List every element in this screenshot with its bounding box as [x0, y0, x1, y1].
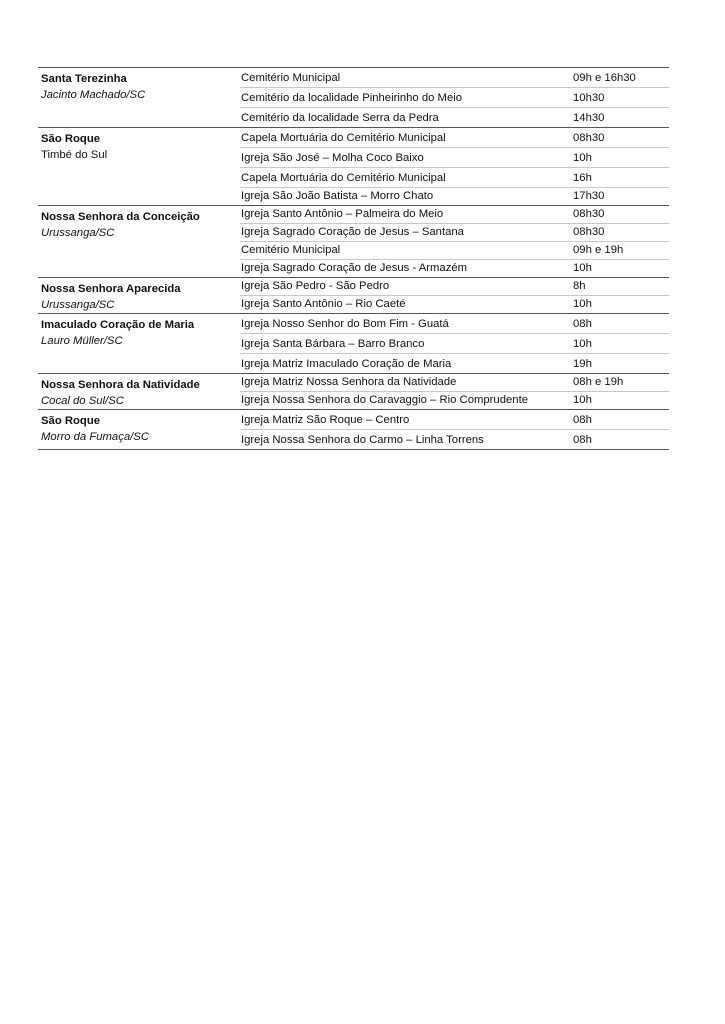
- parish-group: [38, 410, 669, 450]
- table-row: [240, 88, 669, 108]
- schedule-rows: [240, 410, 669, 449]
- location-cell: Igreja Santo Antônio – Palmeira do Meio: [241, 208, 444, 220]
- time-cell: 08h: [573, 434, 592, 446]
- location-cell: Igreja Sagrado Coração de Jesus - Armazém: [241, 262, 468, 274]
- location-cell: Igreja Nossa Senhora do Carmo – Linha Torrens: [241, 434, 484, 446]
- parish-name: Santa Terezinha: [41, 73, 127, 85]
- parish-name: São Roque: [41, 415, 100, 427]
- parish-city: Lauro Müller/SC: [41, 335, 123, 347]
- time-cell: 10h: [573, 262, 592, 274]
- table-row: [240, 314, 669, 334]
- time-cell: 10h: [573, 152, 592, 164]
- location-cell: Igreja Nossa Senhora do Caravaggio – Rio Comprudente: [241, 394, 528, 406]
- table-row: [240, 410, 669, 430]
- location-cell: Igreja São Pedro - São Pedro: [241, 280, 390, 292]
- time-cell: 10h30: [573, 92, 605, 104]
- time-cell: 10h: [573, 338, 592, 350]
- schedule-rows: [240, 278, 669, 313]
- table-row: [240, 206, 669, 224]
- location-cell: Cemitério da localidade Pinheirinho do Meio: [241, 92, 463, 104]
- schedule-rows: [240, 314, 669, 373]
- schedule-rows: [240, 128, 669, 205]
- table-row: [240, 354, 669, 373]
- parish-city: Urussanga/SC: [41, 227, 115, 239]
- parish-group: [38, 128, 669, 206]
- parish-name: Imaculado Coração de Maria: [41, 319, 195, 331]
- table-row: [240, 128, 669, 148]
- location-cell: Cemitério Municipal: [241, 72, 341, 84]
- table-row: [240, 430, 669, 449]
- schedule-rows: [240, 374, 669, 409]
- time-cell: 08h30: [573, 208, 605, 220]
- parish-name: São Roque: [41, 133, 100, 145]
- parish-name: Nossa Senhora Aparecida: [41, 283, 181, 295]
- table-row: [240, 68, 669, 88]
- table-row: [240, 224, 669, 242]
- location-cell: Igreja Matriz Nossa Senhora da Natividade: [241, 376, 457, 388]
- table-row: [240, 242, 669, 260]
- table-row: [240, 334, 669, 354]
- time-cell: 8h: [573, 280, 586, 292]
- parish-group: [38, 314, 669, 374]
- parish-cell: [38, 410, 240, 449]
- parish-city: Urussanga/SC: [41, 299, 115, 311]
- parish-city: Morro da Fumaça/SC: [41, 431, 149, 443]
- table-row: [240, 188, 669, 205]
- parish-cell: [38, 278, 240, 313]
- table-row: [240, 148, 669, 168]
- schedule-rows: [240, 68, 669, 127]
- time-cell: 08h: [573, 318, 592, 330]
- table-row: [240, 278, 669, 296]
- parish-city: Jacinto Machado/SC: [41, 89, 146, 101]
- time-cell: 14h30: [573, 112, 605, 124]
- table-row: [240, 108, 669, 127]
- parish-cell: [38, 128, 240, 205]
- parish-group: [38, 206, 669, 278]
- time-cell: 09h e 19h: [573, 244, 624, 256]
- parish-name: Nossa Senhora da Conceição: [41, 211, 200, 223]
- parish-group: [38, 278, 669, 314]
- parish-cell: [38, 374, 240, 409]
- mass-schedule-table: [38, 67, 669, 450]
- location-cell: Igreja Matriz São Roque – Centro: [241, 414, 410, 426]
- parish-city: Timbé do Sul: [41, 149, 108, 161]
- location-cell: Capela Mortuária do Cemitério Municipal: [241, 172, 446, 184]
- parish-name: Nossa Senhora da Natividade: [41, 379, 200, 391]
- time-cell: 08h: [573, 414, 592, 426]
- time-cell: 19h: [573, 358, 592, 370]
- time-cell: 10h: [573, 394, 592, 406]
- table-row: [240, 296, 669, 313]
- table-row: [240, 392, 669, 409]
- time-cell: 17h30: [573, 190, 605, 202]
- time-cell: 10h: [573, 298, 592, 310]
- parish-cell: [38, 68, 240, 127]
- parish-cell: [38, 314, 240, 373]
- time-cell: 08h30: [573, 132, 605, 144]
- location-cell: Cemitério da localidade Serra da Pedra: [241, 112, 439, 124]
- time-cell: 08h e 19h: [573, 376, 624, 388]
- parish-cell: [38, 206, 240, 277]
- location-cell: Capela Mortuária do Cemitério Municipal: [241, 132, 446, 144]
- location-cell: Igreja São João Batista – Morro Chato: [241, 190, 434, 202]
- parish-group: [38, 68, 669, 128]
- schedule-rows: [240, 206, 669, 277]
- table-row: [240, 260, 669, 277]
- location-cell: Igreja Santo Antônio – Rio Caeté: [241, 298, 406, 310]
- location-cell: Igreja Nosso Senhor do Bom Fim - Guatá: [241, 318, 449, 330]
- time-cell: 08h30: [573, 226, 605, 238]
- table-row: [240, 168, 669, 188]
- parish-group: [38, 374, 669, 410]
- time-cell: 16h: [573, 172, 592, 184]
- time-cell: 09h e 16h30: [573, 72, 636, 84]
- parish-city: Cocal do Sul/SC: [41, 395, 124, 407]
- location-cell: Igreja Sagrado Coração de Jesus – Santana: [241, 226, 464, 238]
- location-cell: Igreja Santa Bárbara – Barro Branco: [241, 338, 425, 350]
- location-cell: Cemitério Municipal: [241, 244, 341, 256]
- table-row: [240, 374, 669, 392]
- location-cell: Igreja Matriz Imaculado Coração de Maria: [241, 358, 452, 370]
- location-cell: Igreja São José – Molha Coco Baixo: [241, 152, 424, 164]
